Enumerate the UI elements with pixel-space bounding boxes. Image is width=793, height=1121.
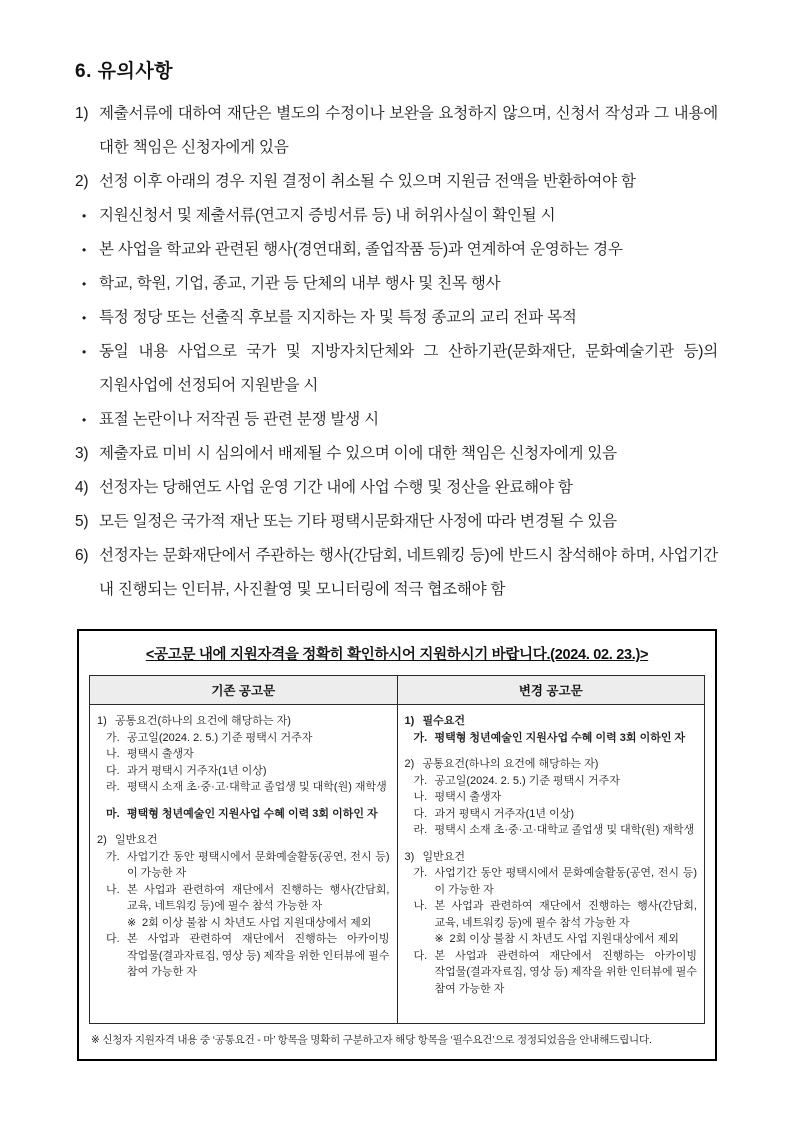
note-text: 표절 논란이나 저작권 등 관련 분쟁 발생 시 [99,411,379,428]
requirement-item [405,806,698,823]
note-text: 학교, 학원, 기업, 종교, 기관 등 단체의 내부 행사 및 친목 행사 [99,275,501,292]
requirement-text: 공고일(2024. 2. 5.) 기준 평택시 거주자 [434,774,620,787]
note-text: 본 사업을 학교와 관련된 행사(경연대회, 졸업작품 등)과 연계하여 운영하는 경우 [99,241,623,258]
note-marker: • [82,345,87,359]
requirement-item [405,849,698,866]
requirement-text: 본 사업과 관련하여 재단에서 진행하는 행사(간담회, 교육, 네트워킹 등)에 필수 참석 가능한 자 [434,900,697,929]
requirement-text: 사업기간 동안 평택시에서 문화예술활동(공연, 전시 등)이 가능한 자 [434,867,697,896]
comparison-table [89,675,705,1024]
note-text: 특정 정당 또는 선출직 후보를 지지하는 자 및 특정 종교의 교리 전파 목적 [99,309,577,326]
requirement-item [97,849,390,882]
note-text: 선정자는 당해연도 사업 운영 기간 내에 사업 수행 및 정산을 완료해야 함 [99,479,573,496]
requirement-marker: 가. [106,731,120,744]
note-marker: 3) [75,445,89,462]
note-marker: 4) [75,479,89,496]
requirement-item [405,865,698,898]
note-item [75,471,718,505]
requirement-text: 2회 이상 불참 시 차년도 사업 지원대상에서 제외 [142,916,372,929]
note-text: 지원신청서 및 제출서류(연고지 증빙서류 등) 내 허위사실이 확인될 시 [99,207,556,224]
requirement-marker: 1) [404,715,415,727]
requirement-marker: 가. [413,867,428,879]
requirement-item [97,931,390,981]
requirement-marker: 1) [97,715,107,727]
requirement-marker: 나. [413,791,428,803]
requirement-marker: 3) [404,850,415,863]
note-item [75,437,718,471]
requirement-text: 평택시 출생자 [127,748,194,760]
comparison-table-header-row [90,676,705,705]
requirement-item [97,915,390,932]
note-text: 제출서류에 대하여 재단은 별도의 수정이나 보완을 요청하지 않으며, 신청서 작성과 그 내용에 대한 책임은 신청자에게 있음 [99,105,718,156]
requirement-text: 공고일(2024. 2. 5.) 기준 평택시 거주자 [127,731,313,744]
footnote: ※ 신청자 지원자격 내용 중 ‘공통요건 - 마’ 항목을 명확히 구분하고자 해당 항목을 ‘필수요건’으로 정정되었음을 안내해드립니다. [91,1034,652,1046]
requirement-marker: 2) [97,834,107,846]
requirement-marker: 마. [106,807,120,820]
note-item [75,539,718,607]
requirement-text: 본 사업과 관련하여 재단에서 진행하는 아카이빙 작업물(결과자료집, 영상 등) 제작을 위한 인터뷰에 필수 참여 가능한 자 [434,949,697,995]
note-marker: 5) [75,513,89,530]
requirement-text: 공통요건(하나의 요건에 해당하는 자) [422,758,599,770]
column-header-new: 변경 공고문 [397,676,705,705]
note-item [75,301,718,335]
requirement-item [405,756,698,773]
note-item [75,505,718,539]
requirement-marker: 다. [413,949,428,962]
note-marker: • [82,413,87,427]
old-announcement-cell [90,705,398,1024]
requirement-item [405,730,698,747]
section-heading: 6. 유의사항 [75,61,174,82]
note-text: 모든 일정은 국가적 재난 또는 기타 평택시문화재단 사정에 따라 변경될 수 있음 [99,513,617,530]
requirement-marker: 가. [413,774,428,787]
requirement-marker: 나. [106,883,120,896]
note-item [75,165,718,199]
requirement-text: 일반요건 [422,850,466,863]
requirement-item [97,882,390,915]
requirement-text: 평택시 소재 초·중·고·대학교 졸업생 및 대학(원) 재학생 [127,781,387,793]
requirement-text: 일반요건 [115,834,158,846]
requirement-text: 본 사업과 관련하여 재단에서 진행하는 아카이빙 작업물(결과자료집, 영상 등) 제작을 위한 인터뷰에 필수 참여 가능한 자 [127,933,390,978]
requirement-text: 사업기간 동안 평택시에서 문화예술활동(공연, 전시 등)이 가능한 자 [127,850,390,879]
requirement-text: 과거 평택시 거주자(1년 이상) [434,807,574,820]
notice-box [77,629,717,1061]
note-item [75,233,718,267]
new-announcement-cell [397,705,705,1024]
note-marker: 2) [75,173,89,190]
note-marker: • [82,209,87,223]
requirement-item [405,822,698,839]
comparison-table-body-row [90,705,705,1024]
note-marker: • [82,243,87,257]
note-item [75,403,718,437]
note-text: 동일 내용 사업으로 국가 및 지방자치단체와 그 산하기관(문화재단, 문화예술기관 등)의 지원사업에 선정되어 지원받을 시 [99,343,718,394]
requirement-text: 공통요건(하나의 요건에 해당하는 자) [115,715,291,727]
requirement-text: 과거 평택시 거주자(1년 이상) [127,764,267,777]
requirement-marker: 2) [404,758,415,770]
requirement-marker: ※ [127,916,137,929]
requirement-item [405,789,698,806]
note-marker: • [82,311,87,325]
requirement-item [405,948,698,998]
requirement-item [97,730,390,747]
requirement-item [405,898,698,931]
requirement-item [97,779,390,796]
note-text: 제출자료 미비 시 심의에서 배제될 수 있으며 이에 대한 책임은 신청자에게 있음 [99,445,617,462]
note-text: 선정 이후 아래의 경우 지원 결정이 취소될 수 있으며 지원금 전액을 반환하여야 함 [99,173,636,190]
requirement-text: 평택시 출생자 [434,791,502,803]
requirement-marker: 라. [106,781,120,793]
requirement-marker: 라. [413,824,428,836]
requirement-item [405,713,698,730]
requirement-marker: 나. [106,748,120,760]
requirement-item [97,746,390,763]
requirement-marker: 가. [413,731,428,744]
requirement-text: 평택형 청년예술인 지원사업 수혜 이력 3회 이하인 자 [127,807,378,820]
notes-list [75,97,718,607]
requirement-item [97,806,390,823]
requirement-marker: 다. [413,807,428,820]
note-text: 선정자는 문화재단에서 주관하는 행사(간담회, 네트웨킹 등)에 반드시 참석해야 하며, 사업기간 내 진행되는 인터뷰, 사진촬영 및 모니터링에 적극 협조해야 함 [99,547,718,598]
column-header-old: 기존 공고문 [90,676,398,705]
requirement-item [405,773,698,790]
note-item [75,199,718,233]
requirement-item [97,763,390,780]
requirement-item [405,931,698,948]
requirement-marker: 가. [106,850,120,863]
requirement-marker: 다. [106,764,120,777]
notice-box-title: <공고문 내에 지원자격을 정확히 확인하시어 지원하시기 바랍니다.(2024. 02. 23.)> [145,647,649,663]
requirement-text: 평택시 소재 초·중·고·대학교 졸업생 및 대학(원) 재학생 [434,824,695,836]
note-item [75,97,718,165]
note-marker: 1) [75,105,89,122]
requirement-item [97,713,390,730]
requirement-marker: ※ [434,933,444,945]
note-item [75,335,718,403]
requirement-marker: 나. [413,900,428,912]
note-marker: • [82,277,87,291]
requirement-item [97,832,390,849]
requirement-text: 필수요건 [422,715,466,727]
requirement-text: 평택형 청년예술인 지원사업 수혜 이력 3회 이하인 자 [434,731,686,744]
requirement-marker: 다. [106,933,120,945]
requirement-text: 본 사업과 관련하여 재단에서 진행하는 행사(간담회, 교육, 네트워킹 등)에 필수 참석 가능한 자 [127,883,390,912]
requirement-text: 2회 이상 불참 시 차년도 사업 지원대상에서 제외 [449,933,679,945]
note-item [75,267,718,301]
note-marker: 6) [75,547,89,564]
